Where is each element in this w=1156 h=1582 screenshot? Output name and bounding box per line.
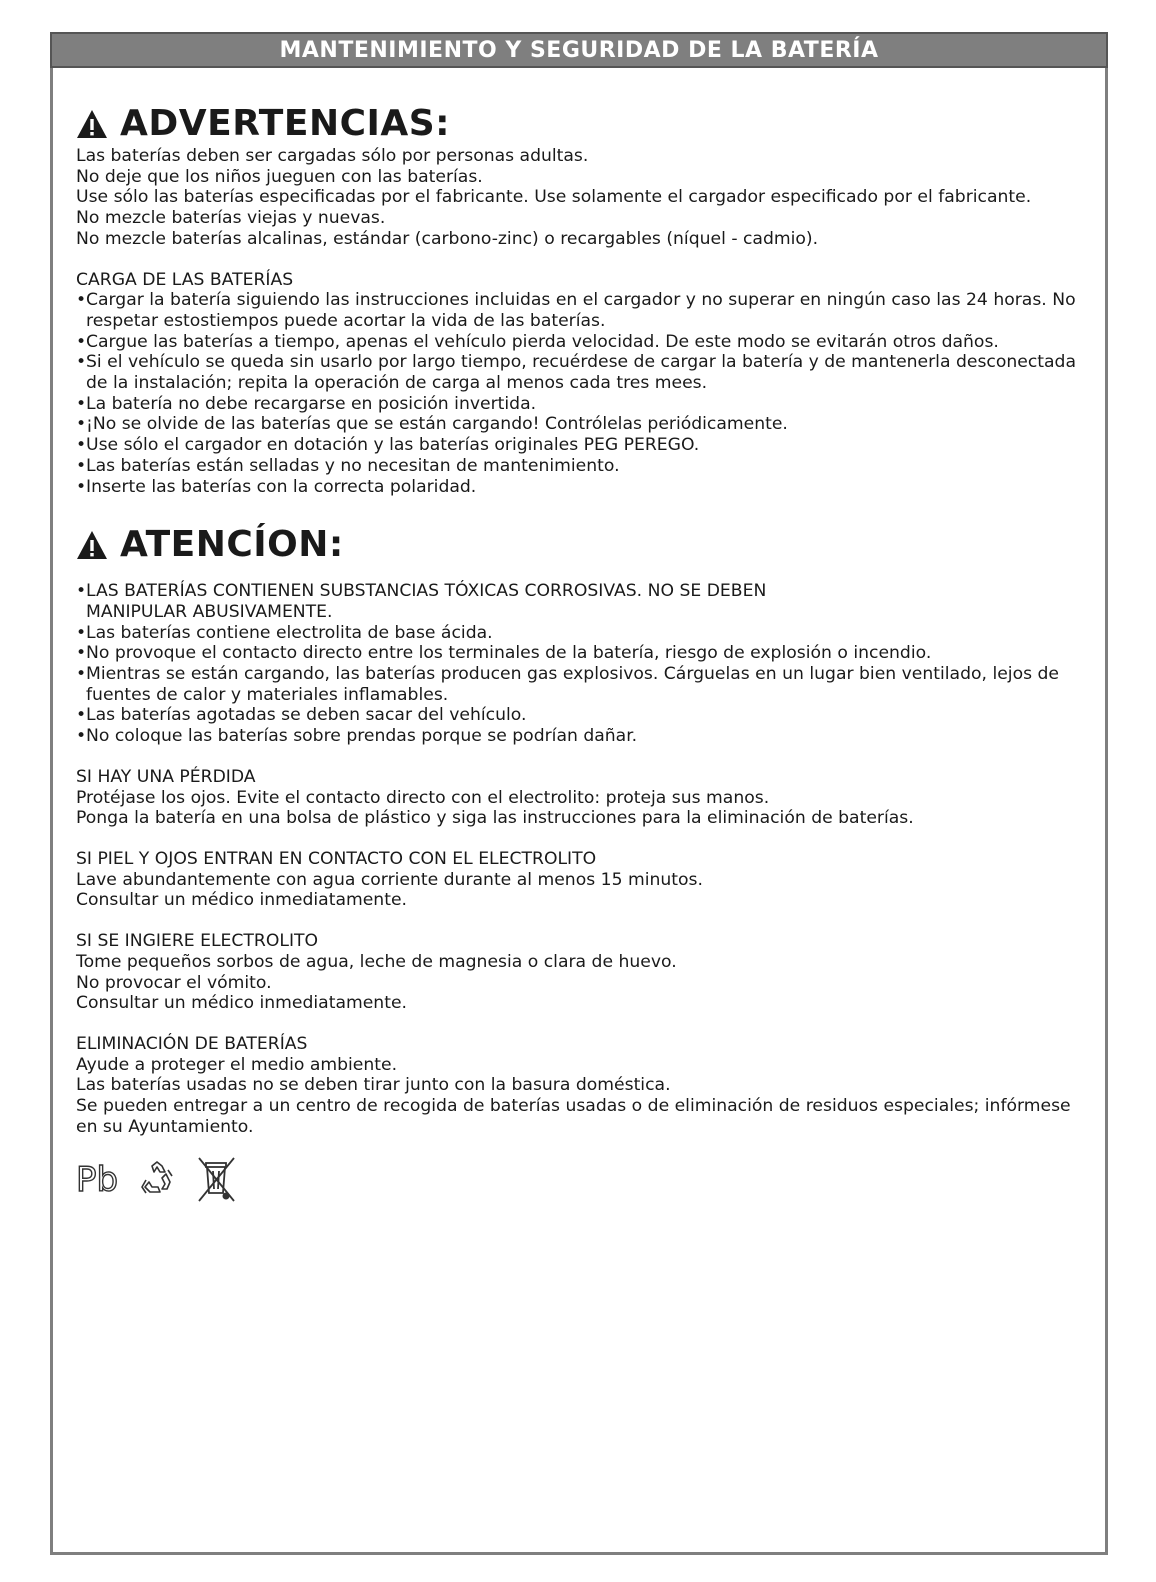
atencion-bullet: •Mientras se están cargando, las baterías producen gas explosivos. Cárguelas en un lugar bien ventilado, lejos de fuentes de calor y materiales inflamables.: [76, 664, 1059, 705]
header-bar: [50, 32, 1108, 68]
page-title: MANTENIMIENTO Y SEGURIDAD DE LA BATERÍA: [279, 37, 879, 63]
ingiere-line: Consultar un médico inmediatamente.: [76, 993, 407, 1014]
advertencias-title: ADVERTENCIAS:: [120, 103, 451, 144]
carga-bullet: •La batería no debe recargarse en posición invertida.: [76, 393, 537, 414]
carga-bullet: •Las baterías están selladas y no necesitan de mantenimiento.: [76, 455, 620, 476]
carga-title: CARGA DE LAS BATERÍAS: [76, 269, 294, 290]
advertencia-line: Las baterías deben ser cargadas sólo por personas adultas.: [76, 146, 589, 166]
warning-triangle-icon: [76, 108, 108, 140]
advertencias-heading: [76, 102, 1086, 146]
warning-triangle-icon: [76, 529, 108, 561]
perdida-title: SI HAY UNA PÉRDIDA: [76, 766, 256, 787]
advertencia-line: Use sólo las baterías especificadas por el fabricante. Use solamente el cargador especificado por el fabricante.: [76, 187, 1032, 208]
carga-bullet: •¡No se olvide de las baterías que se están cargando! Contrólelas periódicamente.: [76, 414, 788, 435]
carga-bullet: •Cargar la batería siguiendo las instrucciones incluidas en el cargador y no superar en ningún caso las 24 horas. No respetar estostiempos puede acortar la vida de las baterías.: [76, 290, 1076, 331]
atencion-bullet: •Las baterías contiene electrolita de base ácida.: [76, 622, 493, 643]
perdida-line: Protéjase los ojos. Evite el contacto directo con el electrolito: proteja sus manos.: [76, 787, 770, 808]
piel-ojos-line: Lave abundantemente con agua corriente durante al menos 15 minutos.: [76, 869, 703, 890]
pb-lead-icon: Pb: [76, 1160, 119, 1201]
perdida-line: Ponga la batería en una bolsa de plástico y siga las instrucciones para la eliminación de baterías.: [76, 808, 914, 829]
ingiere-line: No provocar el vómito.: [76, 972, 272, 993]
advertencia-line: No mezcle baterías viejas y nuevas.: [76, 208, 386, 229]
ingiere-line: Tome pequeños sorbos de agua, leche de magnesia o clara de huevo.: [76, 951, 677, 972]
ingiere-title: SI SE INGIERE ELECTROLITO: [76, 931, 319, 952]
eliminacion-line: Las baterías usadas no se deben tirar junto con la basura doméstica.: [76, 1075, 671, 1096]
atencion-title: ATENCÍON:: [120, 524, 344, 566]
atencion-bullet: •No provoque el contacto directo entre los terminales de la batería, riesgo de explosión o incendio.: [76, 643, 932, 664]
crossed-bin-icon: [196, 1155, 238, 1205]
eliminacion-line: Ayude a proteger el medio ambiente.: [76, 1054, 398, 1075]
recycle-icon: [136, 1160, 178, 1200]
atencion-bullet: •No coloque las baterías sobre prendas porque se podrían dañar.: [76, 726, 638, 747]
content: [76, 102, 1086, 1205]
carga-bullet: •Inserte las baterías con la correcta polaridad.: [76, 476, 477, 497]
advertencia-line: No deje que los niños jueguen con las baterías.: [76, 166, 483, 187]
atencion-bullet: •LAS BATERÍAS CONTIENEN SUBSTANCIAS TÓXICAS CORROSIVAS. NO SE DEBEN MANIPULAR ABUSIVAMENTE.: [76, 581, 767, 622]
carga-bullet: •Cargue las baterías a tiempo, apenas el vehículo pierda velocidad. De este modo se evitarán otros daños.: [76, 331, 999, 352]
advertencia-line: No mezcle baterías alcalinas, estándar (carbono-zinc) o recargables (níquel - cadmio).: [76, 228, 819, 249]
disposal-symbols: [76, 1155, 1086, 1205]
eliminacion-line: Se pueden entregar a un centro de recogida de baterías usadas o de eliminación de residuos especiales; infórmese en su Ayuntamiento.: [76, 1096, 1071, 1137]
piel-ojos-title: SI PIEL Y OJOS ENTRAN EN CONTACTO CON EL ELECTROLITO: [76, 848, 597, 869]
eliminacion-title: ELIMINACIÓN DE BATERÍAS: [76, 1033, 308, 1054]
piel-ojos-line: Consultar un médico inmediatamente.: [76, 890, 407, 911]
atencion-heading: [76, 523, 1086, 567]
carga-bullet: •Use sólo el cargador en dotación y las baterías originales PEG PEREGO.: [76, 435, 700, 456]
carga-bullet: •Si el vehículo se queda sin usarlo por largo tiempo, recuérdese de cargar la batería y de mantenerla desconectada de la instalación; repita la operación de carga al menos cada tres mees.: [76, 352, 1076, 394]
atencion-bullet: •Las baterías agotadas se deben sacar del vehículo.: [76, 705, 527, 726]
